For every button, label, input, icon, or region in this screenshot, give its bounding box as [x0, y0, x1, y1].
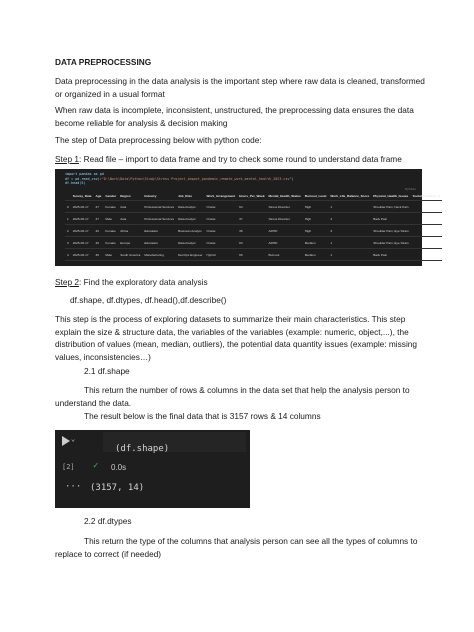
table-cell: Hybrid: [204, 249, 237, 261]
output-menu-icon[interactable]: ···: [65, 482, 82, 492]
table-cell: Asia: [118, 201, 142, 213]
column-header: Burnout_Level: [303, 191, 329, 201]
table-cell: Data Analyst: [176, 237, 204, 249]
table-cell: 1: [65, 213, 71, 225]
check-icon: ✓: [93, 461, 99, 471]
table-cell: Education: [142, 225, 176, 237]
table-cell: 2025-06-17: [71, 249, 94, 261]
table-cell: 2: [65, 225, 71, 237]
column-header: Social_Isolation_S: [411, 191, 442, 201]
table-cell: 64: [237, 201, 266, 213]
table-cell: 4: [65, 249, 71, 261]
table-cell: Professional Services: [142, 213, 176, 225]
chevron-down-icon[interactable]: ⌄: [71, 435, 76, 443]
table-cell: [411, 213, 442, 225]
table-cell: 1: [328, 237, 371, 249]
column-header: Mental_Health_Status: [267, 191, 303, 201]
table-cell: Back Pain: [371, 249, 410, 261]
table-cell: High: [303, 225, 329, 237]
raw-data-paragraph: When raw data is incomplete, inconsistent, unstructured, the preprocessing data ensures the data become reliable for analysis & decision making: [55, 105, 414, 128]
notebook-screenshot-df-shape: [55, 430, 250, 508]
table-cell: Stress Disorder: [267, 201, 303, 213]
table-cell: DevOps Engineer: [176, 249, 204, 261]
table-cell: Professional Services: [142, 201, 176, 213]
table-cell: Asia: [118, 213, 142, 225]
table-cell: [411, 201, 442, 213]
table-header-row: [65, 191, 442, 201]
table-row: [65, 201, 442, 213]
execution-time: 0.0s: [111, 463, 127, 472]
dataframe-head-table: [65, 191, 442, 261]
table-cell: Burnout: [267, 249, 303, 261]
column-header: Work_Arrangement: [204, 191, 237, 201]
table-cell: Shoulder Pain; Eye Strain: [371, 237, 410, 249]
table-cell: Stress Disorder: [267, 213, 303, 225]
table-cell: Data Analyst: [176, 213, 204, 225]
table-cell: Medium: [303, 249, 329, 261]
table-cell: 1: [328, 201, 371, 213]
column-header: Survey_Date: [71, 191, 94, 201]
table-cell: High: [303, 213, 329, 225]
table-cell: ADHD: [267, 225, 303, 237]
table-cell: 2025-06-17: [71, 201, 94, 213]
table-cell: 36: [237, 225, 266, 237]
column-header: Age: [93, 191, 103, 201]
table-cell: Education: [142, 237, 176, 249]
df-dtypes-paragraph: This return the type of the columns that analysis person can see all the types of columns to replace to correct (if needed): [55, 536, 418, 559]
table-cell: 0: [65, 201, 71, 213]
table-cell: Female: [103, 237, 118, 249]
table-cell: [411, 249, 442, 261]
table-cell: [411, 225, 442, 237]
steps-intro-paragraph: The step of Data preprocessing below with python code:: [55, 135, 262, 145]
step1-line: [55, 153, 425, 166]
df-shape-paragraph: This return the number of rows & columns in the data set that help the analysis person to understand the data.: [55, 385, 410, 408]
subheading-df-shape: 2.1 df.shape: [84, 366, 130, 376]
table-cell: 32: [93, 225, 103, 237]
table-cell: Shoulder Pain; Eye Strain: [371, 225, 410, 237]
code-cell-read-csv: import pandas as pd df = pd.read_csv(r"D:\Work\Data\Python\Study\Stress Project_impact_pandemic_remote_work_mental_health_2023.csv") df.head(5): [65, 172, 294, 186]
table-cell: 27: [93, 201, 103, 213]
notebook-screenshot-read-csv: [55, 169, 440, 266]
step2-text: : Find the exploratory data analysis: [79, 277, 208, 287]
table-cell: 4: [328, 213, 371, 225]
table-row: [65, 213, 442, 225]
df-shape-result-paragraph: The result below is the final data that is 3157 rows & 14 columns: [84, 411, 321, 421]
column-header: Job_Role: [176, 191, 204, 201]
column-header: Work_Life_Balance_Score: [328, 191, 371, 201]
table-cell: Male: [103, 213, 118, 225]
table-cell: Female: [103, 201, 118, 213]
step1-text: : Read file – import to data frame and try to check some round to understand data frame: [79, 154, 402, 164]
run-cell-icon[interactable]: [62, 436, 70, 446]
function-list: df.shape, df.dtypes, df.head(),df.describe(): [70, 295, 227, 305]
table-cell: 65: [237, 249, 266, 261]
step1-label: Step 1: [55, 154, 79, 164]
eda-paragraph: This step is the process of exploring datasets to summarize their main characteristics. This step explain the size & structure data, the variables of the variables (example: numeric, object,...), the distribution of values (mean, median, outliers), the potential data quantity issues (example: missing values, inconsistencies…): [55, 314, 418, 362]
table-cell: Africa: [118, 225, 142, 237]
column-header: Gender: [103, 191, 118, 201]
column-header: Hours_Per_Week: [237, 191, 266, 201]
table-cell: 63: [237, 237, 266, 249]
document-heading: DATA PREPROCESSING: [55, 57, 152, 67]
table-cell: South America: [118, 249, 142, 261]
code-cell-df-shape[interactable]: (df.shape): [115, 444, 170, 454]
intro-paragraph: Data preprocessing in the data analysis is the important step where raw data is cleaned, transformed or organized in a usual format: [55, 76, 425, 99]
table-cell: Manufacturing: [142, 249, 176, 261]
table-cell: 2025-06-17: [71, 225, 94, 237]
table-cell: 30: [93, 249, 103, 261]
table-cell: 3: [65, 237, 71, 249]
table-row: [65, 225, 442, 237]
table-cell: Data Analyst: [176, 201, 204, 213]
table-cell: 3: [328, 225, 371, 237]
table-cell: 2025-06-17: [71, 213, 94, 225]
table-cell: Medium: [303, 237, 329, 249]
table-cell: Onsite: [204, 201, 237, 213]
table-cell: ADHD: [267, 237, 303, 249]
table-cell: Onsite: [204, 225, 237, 237]
column-header: Region: [118, 191, 142, 201]
table-cell: Female: [103, 225, 118, 237]
table-row: [65, 237, 442, 249]
table-row: [65, 249, 442, 261]
table-cell: Onsite: [204, 237, 237, 249]
table-cell: Male: [103, 249, 118, 261]
subheading-df-dtypes: 2.2 df.dtypes: [84, 516, 132, 526]
table-cell: High: [303, 201, 329, 213]
table-cell: [411, 237, 442, 249]
table-cell: 37: [237, 213, 266, 225]
table-cell: Europe: [118, 237, 142, 249]
column-header: Physical_Health_Issues: [371, 191, 410, 201]
column-header: Industry: [142, 191, 176, 201]
table-cell: Business Analyst: [176, 225, 204, 237]
cell-output: (3157, 14): [90, 483, 145, 493]
execution-count: [2]: [62, 463, 75, 471]
table-cell: 37: [93, 213, 103, 225]
table-cell: 2025-06-17: [71, 237, 94, 249]
table-cell: 1: [328, 249, 371, 261]
table-cell: 40: [93, 237, 103, 249]
step2-line: [55, 276, 425, 289]
table-cell: Onsite: [204, 213, 237, 225]
kernel-label: Python: [405, 187, 416, 191]
step2-label: Step 2: [55, 277, 79, 287]
table-cell: Shoulder Pain; Neck Pain: [371, 201, 410, 213]
table-cell: Back Pain: [371, 213, 410, 225]
